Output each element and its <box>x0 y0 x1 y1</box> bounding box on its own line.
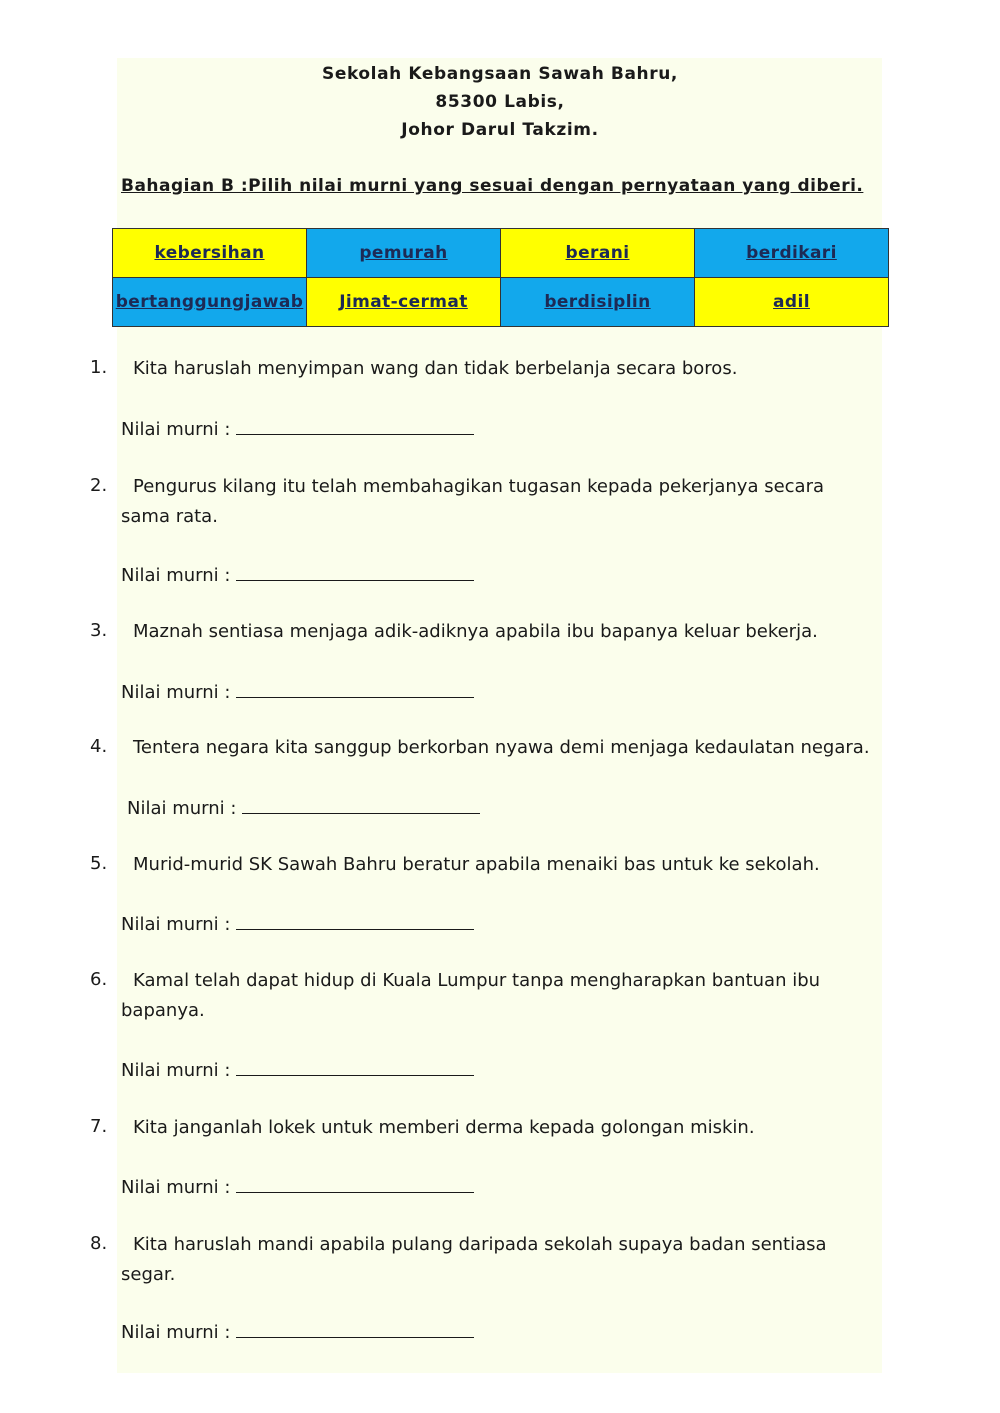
answer-blank[interactable] <box>236 562 474 581</box>
word-bank-cell[interactable]: berdikari <box>695 229 889 278</box>
question-number: 5. <box>90 853 108 874</box>
answer-blank[interactable] <box>236 1174 474 1193</box>
answer-label: Nilai murni : <box>121 565 231 586</box>
question-number: 8. <box>90 1233 108 1254</box>
word-bank-cell[interactable]: bertanggungjawab <box>113 278 307 327</box>
question-number: 1. <box>90 357 108 378</box>
word-bank-cell[interactable]: adil <box>695 278 889 327</box>
question-text: Kita haruslah menyimpan wang dan tidak berbelanja secara boros. <box>133 358 738 379</box>
answer-row <box>121 1174 474 1198</box>
question-number: 2. <box>90 475 108 496</box>
question-number: 7. <box>90 1116 108 1137</box>
answer-row <box>121 1319 474 1343</box>
section-instruction: Bahagian B :Pilih nilai murni yang sesuai dengan pernyataan yang diberi. <box>121 176 864 196</box>
answer-label: Nilai murni : <box>127 798 237 819</box>
answer-label: Nilai murni : <box>121 1177 231 1198</box>
answer-label: Nilai murni : <box>121 914 231 935</box>
answer-blank[interactable] <box>236 1057 474 1076</box>
answer-row <box>121 416 474 440</box>
word-bank-cell[interactable]: pemurah <box>307 229 501 278</box>
question-text: Maznah sentiasa menjaga adik-adiknya apabila ibu bapanya keluar bekerja. <box>133 621 818 642</box>
question-text: Kamal telah dapat hidup di Kuala Lumpur tanpa mengharapkan bantuan ibu bapanya. <box>121 970 821 1021</box>
question-text: Tentera negara kita sanggup berkorban nyawa demi menjaga kedaulatan negara. <box>133 737 870 758</box>
answer-label: Nilai murni : <box>121 682 231 703</box>
answer-row <box>121 911 474 935</box>
word-bank-table <box>112 228 889 327</box>
school-state: Johor Darul Takzim. <box>401 120 599 140</box>
answer-blank[interactable] <box>236 416 474 435</box>
question-text: Kita janganlah lokek untuk memberi derma kepada golongan miskin. <box>133 1117 755 1138</box>
answer-row <box>121 562 474 586</box>
question-number: 3. <box>90 620 108 641</box>
word-bank-cell[interactable]: berani <box>501 229 695 278</box>
question-number: 6. <box>90 969 108 990</box>
question-text: Kita haruslah mandi apabila pulang daripada sekolah supaya badan sentiasa segar. <box>121 1234 827 1285</box>
school-postcode: 85300 Labis, <box>435 92 565 112</box>
answer-row <box>121 679 474 703</box>
question-text: Murid-murid SK Sawah Bahru beratur apabila menaiki bas untuk ke sekolah. <box>133 854 820 875</box>
question-text: Pengurus kilang itu telah membahagikan tugasan kepada pekerjanya secara sama rata. <box>121 476 825 527</box>
word-bank-cell[interactable]: Jimat-cermat <box>307 278 501 327</box>
answer-label: Nilai murni : <box>121 1322 231 1343</box>
question-number: 4. <box>90 736 108 757</box>
answer-blank[interactable] <box>236 1319 474 1338</box>
word-bank-cell[interactable]: kebersihan <box>113 229 307 278</box>
answer-blank[interactable] <box>236 911 474 930</box>
answer-row <box>121 1057 474 1081</box>
school-name: Sekolah Kebangsaan Sawah Bahru, <box>321 64 678 84</box>
answer-label: Nilai murni : <box>121 419 231 440</box>
answer-blank[interactable] <box>242 795 480 814</box>
word-bank-cell[interactable]: berdisiplin <box>501 278 695 327</box>
answer-row <box>127 795 480 819</box>
answer-blank[interactable] <box>236 679 474 698</box>
answer-label: Nilai murni : <box>121 1060 231 1081</box>
